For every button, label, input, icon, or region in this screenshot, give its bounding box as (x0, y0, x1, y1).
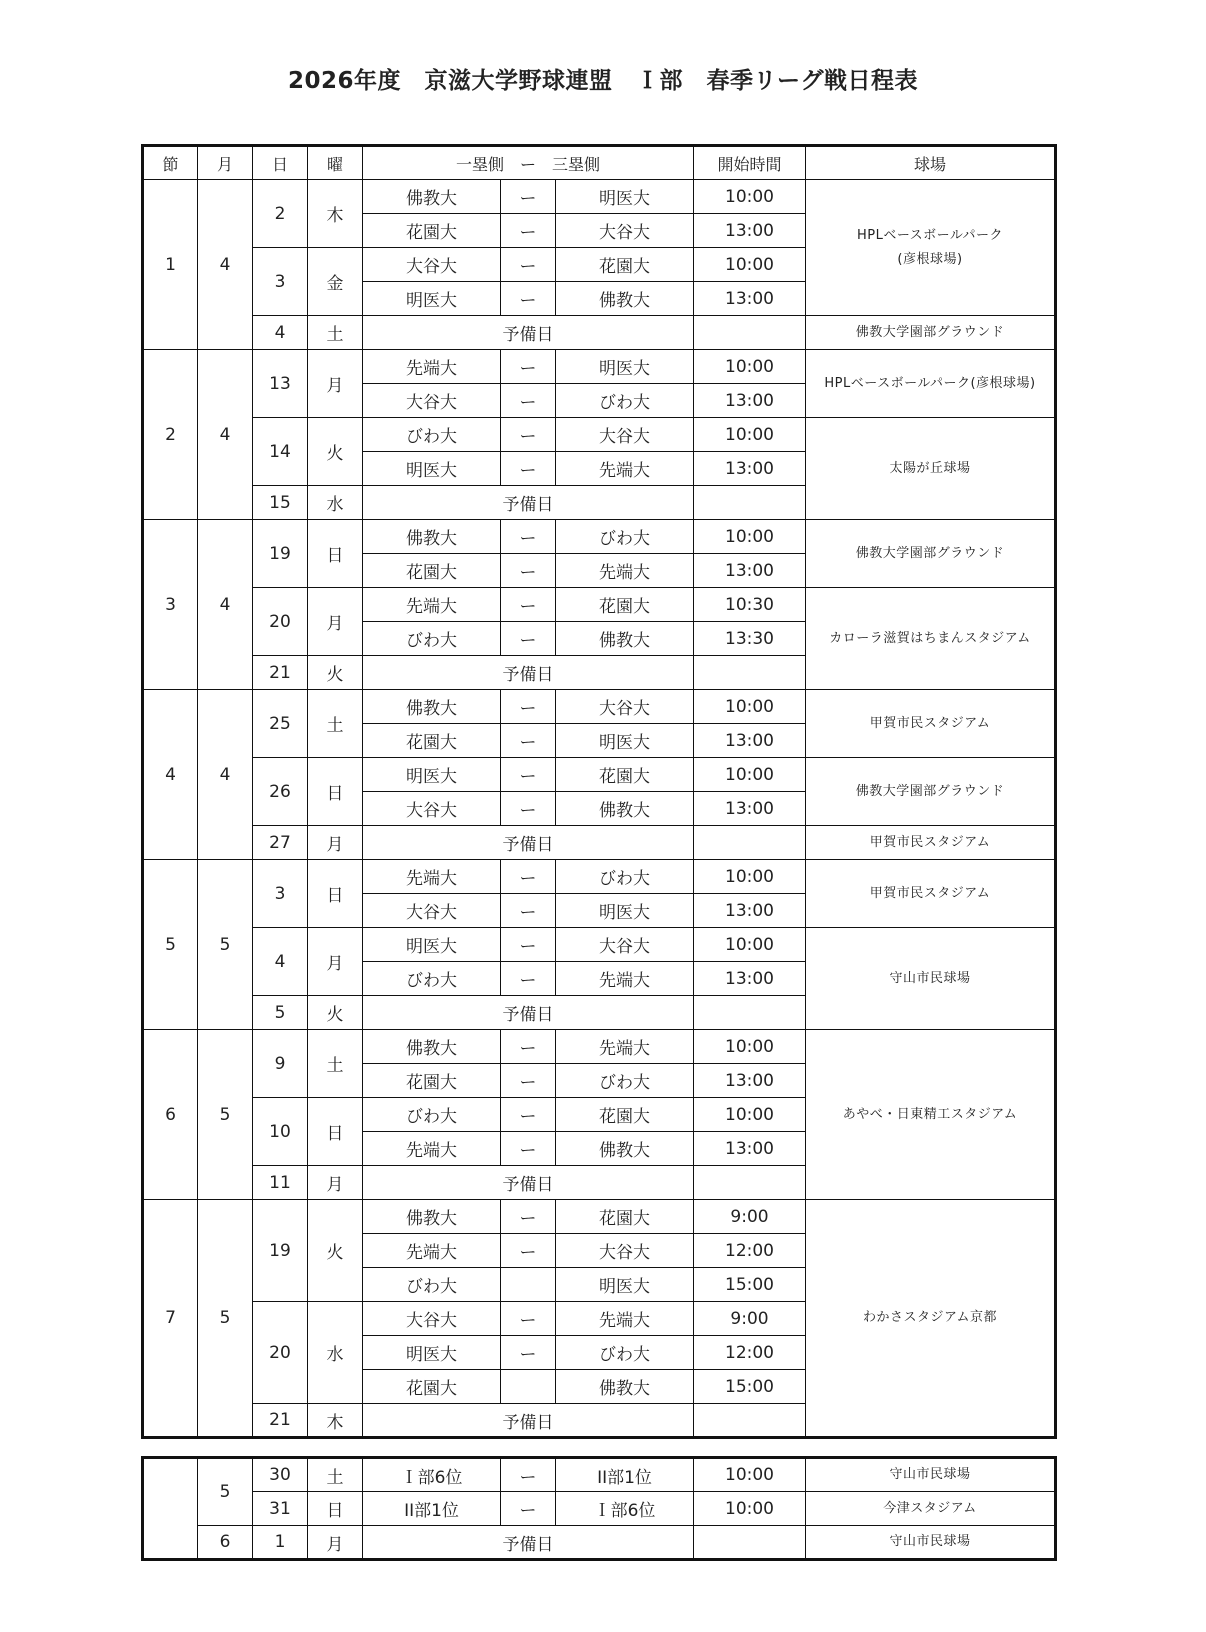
matchup-dash: ー (501, 554, 556, 588)
playoff-venue: 守山市民球場 (806, 1458, 1056, 1492)
game-day: 14 (253, 418, 308, 486)
start-time: 9:00 (694, 1200, 806, 1234)
matchup-dash: ー (501, 724, 556, 758)
third-base-team: 佛教大 (556, 282, 694, 316)
schedule-table (141, 144, 1057, 1439)
game-weekday: 土 (308, 316, 363, 350)
third-base-team: 大谷大 (556, 418, 694, 452)
start-time: 10:00 (694, 928, 806, 962)
round-number: 6 (143, 1030, 198, 1200)
third-base-team: びわ大 (556, 520, 694, 554)
game-row (143, 758, 1056, 792)
matchup-dash: ー (501, 758, 556, 792)
round-number: 5 (143, 860, 198, 1030)
first-base-team: 大谷大 (363, 248, 501, 282)
game-day: 4 (253, 316, 308, 350)
first-base-team: 明医大 (363, 1336, 501, 1370)
first-base-team: 大谷大 (363, 894, 501, 928)
matchup-dash (501, 1370, 556, 1404)
matchup-dash: ー (501, 928, 556, 962)
game-day: 13 (253, 350, 308, 418)
game-weekday: 火 (308, 656, 363, 690)
matchup-dash: ー (501, 452, 556, 486)
first-base-team: びわ大 (363, 1268, 501, 1302)
reserve-day-label: 予備日 (363, 316, 694, 350)
game-row (143, 520, 1056, 554)
playoff-setsu-cell (143, 1458, 198, 1560)
playoff-start-time: 10:00 (694, 1458, 806, 1492)
game-day: 19 (253, 1200, 308, 1302)
first-base-team: 佛教大 (363, 1200, 501, 1234)
start-time: 12:00 (694, 1336, 806, 1370)
matchup-dash: ー (501, 1458, 556, 1492)
start-time: 10:00 (694, 758, 806, 792)
first-base-team: 花園大 (363, 214, 501, 248)
venue-name: わかさスタジアム京都 (806, 1200, 1056, 1438)
round-number: 2 (143, 350, 198, 520)
start-time (694, 1166, 806, 1200)
round-month: 4 (198, 180, 253, 350)
reserve-day-label: 予備日 (363, 1526, 694, 1560)
playoff-month: 5 (198, 1458, 253, 1526)
first-base-team: 大谷大 (363, 384, 501, 418)
reserve-row (143, 826, 1056, 860)
playoff-weekday: 月 (308, 1526, 363, 1560)
start-time (694, 826, 806, 860)
start-time: 15:00 (694, 1370, 806, 1404)
game-weekday: 土 (308, 1030, 363, 1098)
matchup-dash: ー (501, 418, 556, 452)
first-base-team: びわ大 (363, 962, 501, 996)
start-time: 13:00 (694, 282, 806, 316)
matchup-dash: ー (501, 792, 556, 826)
third-base-team: びわ大 (556, 860, 694, 894)
playoff-table (141, 1456, 1057, 1561)
third-base-team: びわ大 (556, 1336, 694, 1370)
start-time: 13:30 (694, 622, 806, 656)
game-day: 2 (253, 180, 308, 248)
third-base-team: びわ大 (556, 384, 694, 418)
playoff-start-time: 10:00 (694, 1492, 806, 1526)
start-time: 10:00 (694, 1098, 806, 1132)
playoff-start-time (694, 1526, 806, 1560)
start-time: 10:00 (694, 860, 806, 894)
venue-name: 甲賀市民スタジアム (806, 860, 1056, 928)
playoff-third-base-team: Ｉ部6位 (556, 1492, 694, 1526)
playoff-first-base-team: Ｉ部6位 (363, 1458, 501, 1492)
header-row (143, 146, 1056, 180)
game-weekday: 日 (308, 758, 363, 826)
start-time (694, 996, 806, 1030)
first-base-team: 大谷大 (363, 1302, 501, 1336)
playoff-row (143, 1526, 1056, 1560)
game-row (143, 588, 1056, 622)
game-day: 20 (253, 588, 308, 656)
venue-name: 太陽が丘球場 (806, 418, 1056, 520)
start-time: 10:00 (694, 180, 806, 214)
venue-name: カローラ滋賀はちまんスタジアム (806, 588, 1056, 690)
third-base-team: 大谷大 (556, 690, 694, 724)
header-weekday: 曜 (308, 146, 363, 180)
start-time: 10:00 (694, 418, 806, 452)
third-base-team: 花園大 (556, 248, 694, 282)
third-base-team: 明医大 (556, 724, 694, 758)
header-venue: 球場 (806, 146, 1056, 180)
start-time: 13:00 (694, 1132, 806, 1166)
header-matchup: 一塁側 ー 三塁側 (363, 146, 694, 180)
third-base-team: 先端大 (556, 962, 694, 996)
game-weekday: 月 (308, 350, 363, 418)
round-month: 4 (198, 520, 253, 690)
matchup-dash: ー (501, 214, 556, 248)
start-time: 13:00 (694, 1064, 806, 1098)
round-month: 5 (198, 1030, 253, 1200)
third-base-team: 大谷大 (556, 928, 694, 962)
matchup-dash: ー (501, 282, 556, 316)
venue-name: 守山市民球場 (806, 928, 1056, 1030)
game-row (143, 690, 1056, 724)
game-day: 25 (253, 690, 308, 758)
game-row (143, 1030, 1056, 1064)
game-day: 3 (253, 248, 308, 316)
first-base-team: 佛教大 (363, 180, 501, 214)
third-base-team: 大谷大 (556, 1234, 694, 1268)
first-base-team: 大谷大 (363, 792, 501, 826)
playoff-row (143, 1492, 1056, 1526)
game-day: 19 (253, 520, 308, 588)
first-base-team: びわ大 (363, 418, 501, 452)
third-base-team: 花園大 (556, 588, 694, 622)
matchup-dash: ー (501, 1302, 556, 1336)
start-time: 13:00 (694, 384, 806, 418)
reserve-row (143, 316, 1056, 350)
game-weekday: 金 (308, 248, 363, 316)
third-base-team: 佛教大 (556, 622, 694, 656)
third-base-team: 先端大 (556, 452, 694, 486)
venue-name: HPLベースボールパーク(彦根球場) (806, 350, 1056, 418)
first-base-team: 先端大 (363, 1234, 501, 1268)
first-base-team: 佛教大 (363, 690, 501, 724)
game-day: 27 (253, 826, 308, 860)
first-base-team: 明医大 (363, 928, 501, 962)
matchup-dash: ー (501, 1098, 556, 1132)
reserve-day-label: 予備日 (363, 996, 694, 1030)
game-weekday: 月 (308, 826, 363, 860)
third-base-team: 佛教大 (556, 792, 694, 826)
matchup-dash: ー (501, 1492, 556, 1526)
game-weekday: 月 (308, 928, 363, 996)
venue-name: 佛教大学園部グラウンド (806, 520, 1056, 588)
start-time: 15:00 (694, 1268, 806, 1302)
reserve-day-label: 予備日 (363, 486, 694, 520)
game-weekday: 月 (308, 588, 363, 656)
matchup-dash (501, 1268, 556, 1302)
third-base-team: 先端大 (556, 554, 694, 588)
playoff-month: 6 (198, 1526, 253, 1560)
game-day: 10 (253, 1098, 308, 1166)
start-time: 13:00 (694, 962, 806, 996)
round-month: 5 (198, 1200, 253, 1438)
first-base-team: 佛教大 (363, 1030, 501, 1064)
start-time (694, 1404, 806, 1438)
matchup-dash: ー (501, 248, 556, 282)
start-time: 10:00 (694, 1030, 806, 1064)
game-row (143, 1200, 1056, 1234)
venue-name: 甲賀市民スタジアム (806, 826, 1056, 860)
game-day: 21 (253, 656, 308, 690)
game-weekday: 日 (308, 520, 363, 588)
third-base-team: 先端大 (556, 1302, 694, 1336)
matchup-dash: ー (501, 690, 556, 724)
third-base-team: 明医大 (556, 1268, 694, 1302)
start-time (694, 656, 806, 690)
game-row (143, 928, 1056, 962)
start-time (694, 316, 806, 350)
third-base-team: 花園大 (556, 758, 694, 792)
venue-name: HPLベースボールパーク (彦根球場) (806, 180, 1056, 316)
matchup-dash: ー (501, 894, 556, 928)
page-title: 2026年度 京滋大学野球連盟 Ｉ部 春季リーグ戦日程表 (287, 68, 918, 94)
start-time: 13:00 (694, 554, 806, 588)
first-base-team: 明医大 (363, 758, 501, 792)
matchup-dash: ー (501, 588, 556, 622)
playoff-venue: 今津スタジアム (806, 1492, 1056, 1526)
first-base-team: 明医大 (363, 452, 501, 486)
matchup-dash: ー (501, 384, 556, 418)
playoff-day: 1 (253, 1526, 308, 1560)
header-start-time: 開始時間 (694, 146, 806, 180)
game-day: 3 (253, 860, 308, 928)
start-time: 13:00 (694, 452, 806, 486)
game-weekday: 火 (308, 996, 363, 1030)
start-time: 13:00 (694, 214, 806, 248)
third-base-team: 明医大 (556, 894, 694, 928)
first-base-team: びわ大 (363, 1098, 501, 1132)
game-day: 5 (253, 996, 308, 1030)
start-time: 10:00 (694, 520, 806, 554)
first-base-team: 先端大 (363, 860, 501, 894)
first-base-team: 先端大 (363, 1132, 501, 1166)
reserve-day-label: 予備日 (363, 1404, 694, 1438)
matchup-dash: ー (501, 1200, 556, 1234)
game-day: 21 (253, 1404, 308, 1438)
matchup-dash: ー (501, 622, 556, 656)
matchup-dash: ー (501, 962, 556, 996)
start-time: 13:00 (694, 724, 806, 758)
game-weekday: 火 (308, 1200, 363, 1302)
start-time: 13:00 (694, 894, 806, 928)
game-weekday: 木 (308, 180, 363, 248)
third-base-team: 先端大 (556, 1030, 694, 1064)
game-row (143, 418, 1056, 452)
playoff-day: 30 (253, 1458, 308, 1492)
start-time: 9:00 (694, 1302, 806, 1336)
start-time: 10:00 (694, 350, 806, 384)
matchup-dash: ー (501, 1064, 556, 1098)
matchup-dash: ー (501, 1336, 556, 1370)
game-weekday: 日 (308, 1098, 363, 1166)
round-month: 4 (198, 690, 253, 860)
venue-name: 甲賀市民スタジアム (806, 690, 1056, 758)
game-day: 26 (253, 758, 308, 826)
reserve-day-label: 予備日 (363, 1166, 694, 1200)
round-month: 5 (198, 860, 253, 1030)
first-base-team: 花園大 (363, 1064, 501, 1098)
playoff-third-base-team: II部1位 (556, 1458, 694, 1492)
matchup-dash: ー (501, 520, 556, 554)
game-weekday: 火 (308, 418, 363, 486)
matchup-dash: ー (501, 350, 556, 384)
game-weekday: 月 (308, 1166, 363, 1200)
first-base-team: 花園大 (363, 724, 501, 758)
round-number: 1 (143, 180, 198, 350)
matchup-dash: ー (501, 860, 556, 894)
venue-name: 佛教大学園部グラウンド (806, 316, 1056, 350)
game-row (143, 180, 1056, 214)
third-base-team: 佛教大 (556, 1132, 694, 1166)
matchup-dash: ー (501, 1132, 556, 1166)
game-day: 4 (253, 928, 308, 996)
header-day: 日 (253, 146, 308, 180)
third-base-team: 大谷大 (556, 214, 694, 248)
first-base-team: 先端大 (363, 588, 501, 622)
start-time (694, 486, 806, 520)
game-weekday: 木 (308, 1404, 363, 1438)
game-weekday: 水 (308, 486, 363, 520)
first-base-team: びわ大 (363, 622, 501, 656)
first-base-team: 先端大 (363, 350, 501, 384)
first-base-team: 明医大 (363, 282, 501, 316)
first-base-team: 花園大 (363, 554, 501, 588)
game-row (143, 350, 1056, 384)
round-number: 4 (143, 690, 198, 860)
start-time: 10:00 (694, 248, 806, 282)
matchup-dash: ー (501, 180, 556, 214)
matchup-dash: ー (501, 1234, 556, 1268)
game-day: 20 (253, 1302, 308, 1404)
game-day: 15 (253, 486, 308, 520)
header-setsu: 節 (143, 146, 198, 180)
venue-name: 佛教大学園部グラウンド (806, 758, 1056, 826)
third-base-team: 明医大 (556, 350, 694, 384)
round-month: 4 (198, 350, 253, 520)
third-base-team: 花園大 (556, 1098, 694, 1132)
game-weekday: 土 (308, 690, 363, 758)
start-time: 10:00 (694, 690, 806, 724)
game-day: 11 (253, 1166, 308, 1200)
round-number: 7 (143, 1200, 198, 1438)
playoff-first-base-team: II部1位 (363, 1492, 501, 1526)
playoff-row (143, 1458, 1056, 1492)
game-day: 9 (253, 1030, 308, 1098)
playoff-day: 31 (253, 1492, 308, 1526)
playoff-venue: 守山市民球場 (806, 1526, 1056, 1560)
reserve-day-label: 予備日 (363, 826, 694, 860)
venue-name: あやべ・日東精工スタジアム (806, 1030, 1056, 1200)
start-time: 13:00 (694, 792, 806, 826)
third-base-team: 佛教大 (556, 1370, 694, 1404)
start-time: 10:30 (694, 588, 806, 622)
playoff-weekday: 日 (308, 1492, 363, 1526)
game-weekday: 水 (308, 1302, 363, 1404)
third-base-team: 明医大 (556, 180, 694, 214)
first-base-team: 佛教大 (363, 520, 501, 554)
start-time: 12:00 (694, 1234, 806, 1268)
third-base-team: びわ大 (556, 1064, 694, 1098)
first-base-team: 花園大 (363, 1370, 501, 1404)
reserve-day-label: 予備日 (363, 656, 694, 690)
header-month: 月 (198, 146, 253, 180)
third-base-team: 花園大 (556, 1200, 694, 1234)
game-row (143, 860, 1056, 894)
round-number: 3 (143, 520, 198, 690)
playoff-weekday: 土 (308, 1458, 363, 1492)
matchup-dash: ー (501, 1030, 556, 1064)
game-weekday: 日 (308, 860, 363, 928)
